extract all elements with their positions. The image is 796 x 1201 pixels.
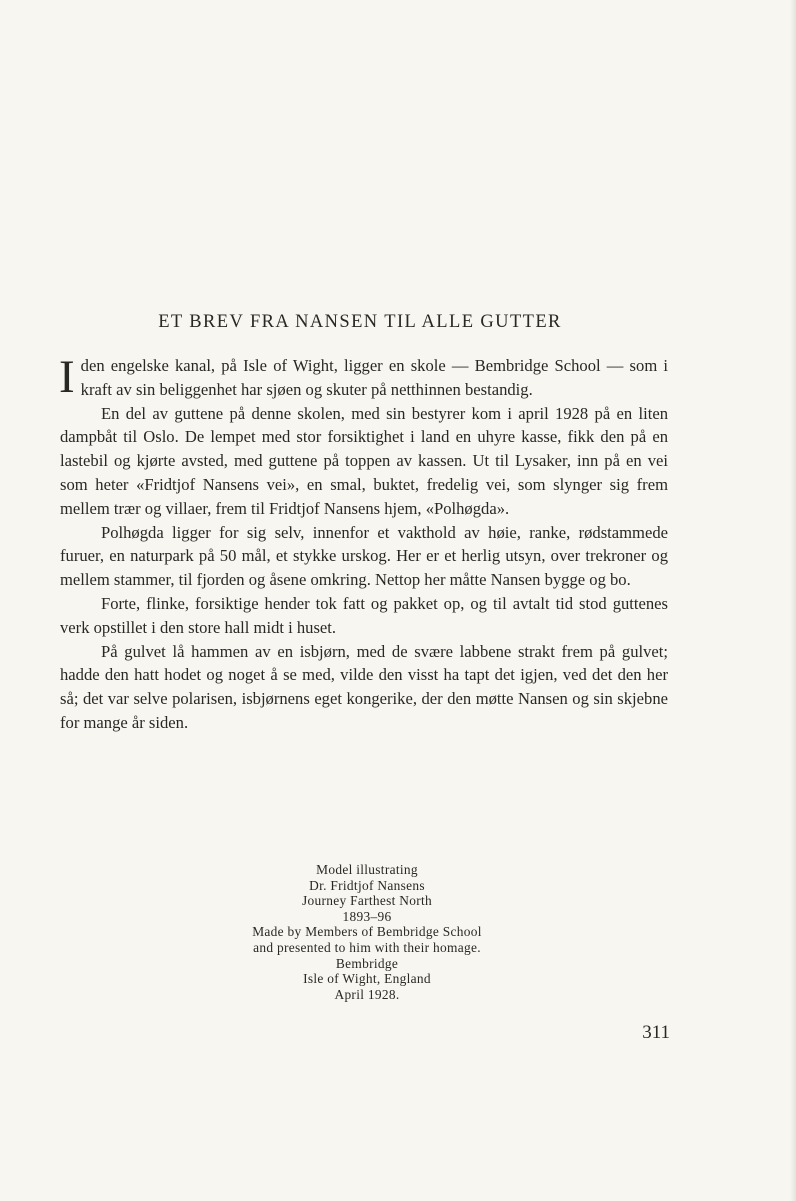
caption-line: Journey Farthest North [301, 893, 433, 909]
page-edge [790, 0, 796, 1201]
caption-line: Bembridge [335, 955, 399, 971]
page-number: 311 [642, 1022, 670, 1043]
page-title: ET BREV FRA NANSEN TIL ALLE GUTTER [158, 312, 562, 332]
caption-line: Made by Members of Bembridge School [252, 924, 482, 940]
paragraph-2: En del av guttene på denne skolen, med sin bestyrer kom i april 1928 på en liten dampbåt til Oslo. De lempet med stor forsiktighet i land en uhyre kasse, fikk den på en lastebil og kjørte avsted, med guttene på toppen av kassen. Ut til Lysaker, inn på en vei som heter «Fridtjof Nansens vei», en smal, buktet, fredelig vei, som slynger sig frem mellem trær og villaer, frem til Fridtjof Nansens hjem, «Polhøgda». [60, 403, 668, 518]
caption-line: Dr. Fridtjof Nansens [309, 877, 425, 893]
drop-cap: I [59, 351, 75, 403]
caption-line: and presented to him with their homage. [253, 939, 481, 955]
paragraph-1-text: den engelske kanal, på Isle of Wight, ligger en skole — Bembridge School — som i kraft av sin beliggenhet har sjøen og skuter på netthinnen bestandig. [80, 356, 668, 399]
paragraph-3: Polhøgda ligger for sig selv, innenfor et vakthold av høie, ranke, rødstammede furuer, en naturpark på 50 mål, et stykke urskog. Her er et herlig utsyn, over trekroner og mellem stammer, til fjorden og åsene omkring. Nettop her måtte Nansen bygge og bo. [60, 522, 668, 590]
caption-line: Model illustrating [316, 862, 418, 877]
model-caption [217, 862, 517, 1002]
article-body [59, 351, 668, 735]
paragraph-4: Forte, flinke, forsiktige hender tok fatt og pakket op, og til avtalt tid stod guttenes verk opstillet i den store hall midt i huset. [60, 593, 668, 637]
caption-line: April 1928. [334, 986, 400, 1002]
caption-line: Isle of Wight, England [303, 971, 431, 987]
caption-line: 1893–96 [342, 908, 392, 924]
paragraph-1 [59, 351, 668, 403]
paragraph-5: På gulvet lå hammen av en isbjørn, med de svære labbene strakt frem på gulvet; hadde den hatt hodet og noget å se med, vilde den visst ha tapt det igjen, ved det den her så; det var selve polarisen, isbjørnens eget kongerike, der den møtte Nansen og sin skjebne for mange år siden. [60, 641, 668, 732]
